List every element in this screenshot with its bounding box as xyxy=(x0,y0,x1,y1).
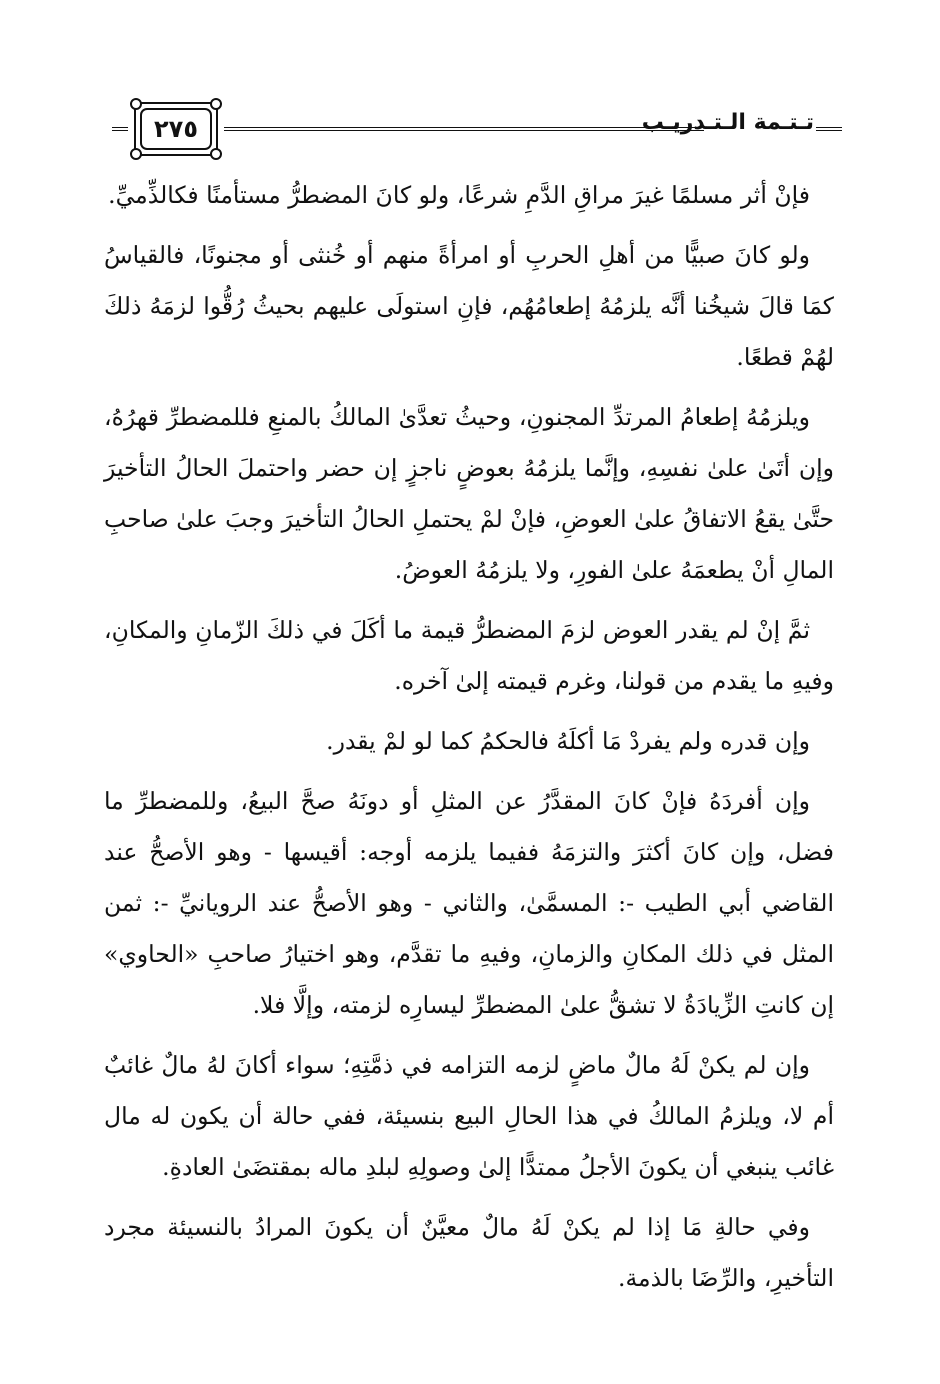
running-header xyxy=(112,100,842,162)
page-number-frame xyxy=(134,102,218,156)
paragraph: وفي حالةِ مَا إذا لم يكنْ لَهُ مالٌ معيَّنٌ أن يكونَ المرادُ بالنسيئة مجرد التأخيرِ، والرِّضَا بالذمة. xyxy=(104,1213,834,1292)
frame-corner-ornament xyxy=(210,148,222,160)
paragraph: وإن قدره ولم يفردْ مَا أكلَهُ فالحكمُ كما لو لمْ يقدر. xyxy=(326,727,810,755)
paragraph: وإن أفردَهُ فإنْ كانَ المقدَّرُ عن المثلِ أو دونَهُ صحَّ البيعُ، وللمضطرِّ ما فضل، وإن كانَ أكثرَ والتزمَهُ ففيما يلزمه أوجه: أقيسها - وهو الأصحُّ عند القاضي أبي الطيب -: المسمَّىٰ، والثاني - وهو الأصحُّ عند الرويانيِّ -: ثمن المثل في ذلك المكانِ والزمانِ، وفيهِ ما تقدَّم، وهو اختيارُ صاحبِ «الحاوي» إن كانتِ الزِّيادَةُ لا تشقُّ علىٰ المضطرِّ ليسارِه لزمته، وإلَّا فلا. xyxy=(104,787,834,1019)
header-rule-left xyxy=(112,127,128,131)
page-number: ٢٧٥ xyxy=(140,108,212,150)
frame-corner-ornament xyxy=(210,98,222,110)
paragraph: وإن لم يكنْ لَهُ مالٌ ماضٍ لزمه التزامه في ذمَّتِهِ؛ سواء أكانَ لهُ مالٌ غائبٌ أم لا، ويلزمُ المالكُ في هذا الحالِ البيع بنسيئة، ففي حالة أن يكون له مال غائب ينبغي أن يكونَ الأجلُ ممتدًّا إلىٰ وصولِهِ لبلدِ ماله بمقتضَىٰ العادةِ. xyxy=(104,1051,834,1181)
paragraph: فإنْ أثر مسلمًا غيرَ مراقِ الدَّمِ شرعًا، ولو كانَ المضطرُّ مستأمنًا فكالذِّميِّ. xyxy=(108,181,810,209)
main-text xyxy=(104,170,834,1313)
header-rule-main xyxy=(224,127,704,131)
running-title: تـتـمة الـتـدريـب xyxy=(641,110,814,135)
header-rule-right xyxy=(816,127,842,131)
paragraph: ولو كانَ صبيًّا من أهلِ الحربِ أو امرأةً منهم أو خُنثى أو مجنونًا، فالقياسُ كمَا قالَ شيخُنا أنَّه يلزمُهُ إطعامُهُم، فإنِ استولَى عليهم بحيثُ رُقُّوا لزمَهُ ذلكَ لهُمْ قطعًا. xyxy=(104,241,834,371)
paragraph: ثمَّ إنْ لم يقدر العوض لزمَ المضطرُّ قيمة ما أكَلَ في ذلكَ الزّمانِ والمكانِ، وفيهِ ما يقدم من قولنا، وغرم قيمته إلىٰ آخره. xyxy=(104,616,834,695)
frame-corner-ornament xyxy=(130,98,142,110)
paragraph: ويلزمُهُ إطعامُ المرتدِّ المجنونِ، وحيثُ تعدَّىٰ المالكُ بالمنعِ فللمضطرِّ قهرُهُ، وإن أتَىٰ علىٰ نفسِهِ، وإنَّما يلزمُهُ بعوضٍ ناجزٍ إن حضر واحتملَ الحالُ التأخيرَ حتَّىٰ يقعُ الاتفاقُ علىٰ العوضِ، فإنْ لمْ يحتملِ الحالُ التأخيرَ وجبَ علىٰ صاحبِ المالِ أنْ يطعمَهُ علىٰ الفورِ، ولا يلزمُهُ العوضُ. xyxy=(104,403,834,584)
frame-corner-ornament xyxy=(130,148,142,160)
